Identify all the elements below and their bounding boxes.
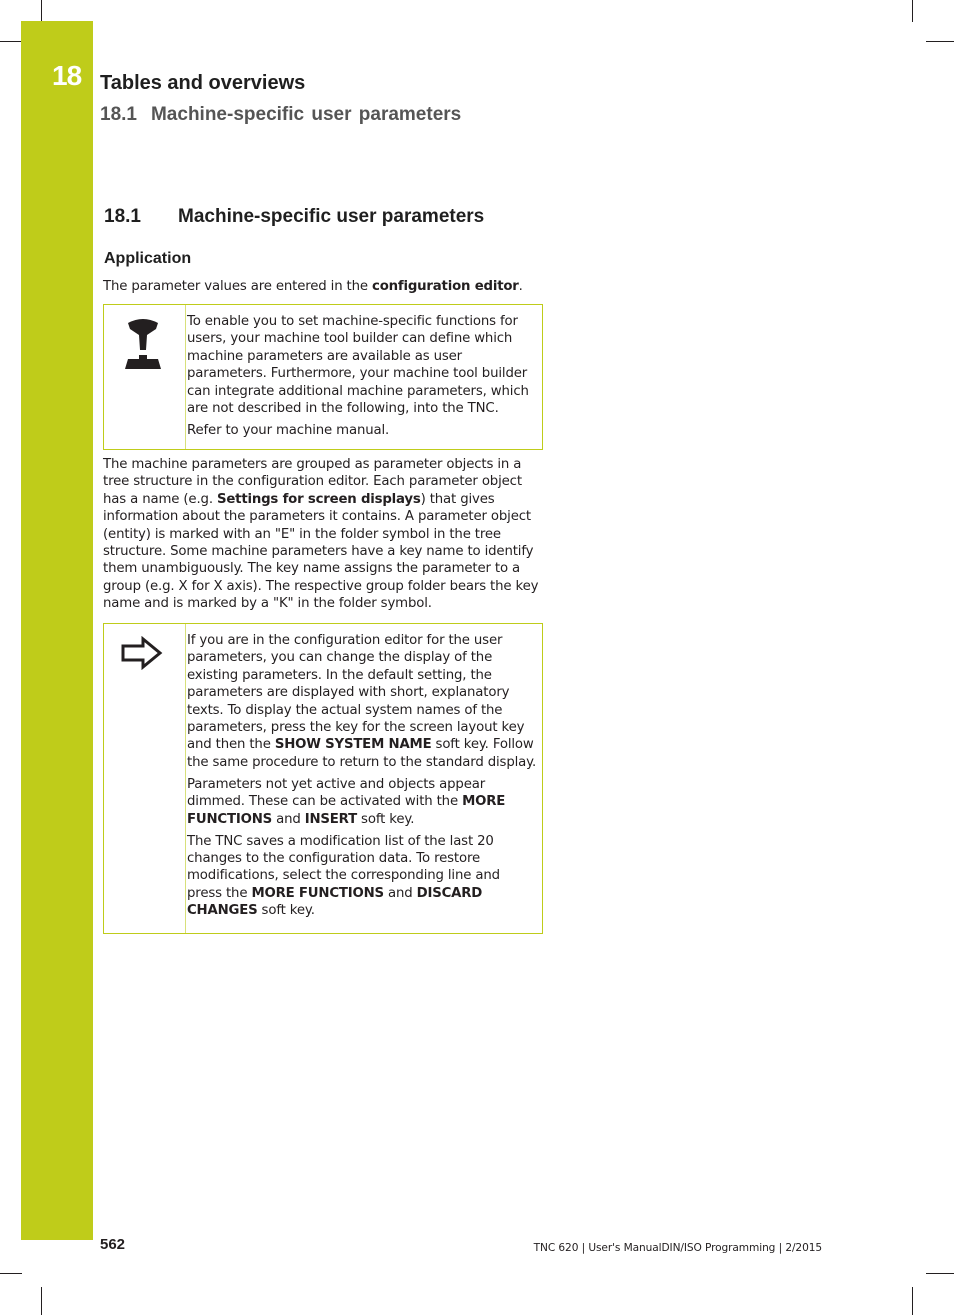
running-header-section-number: 18.1: [100, 104, 137, 125]
tip-note-paragraph: Parameters not yet active and objects appear dimmed. These can be activated with the MORE FUNCTIONS and INSERT soft key.: [187, 776, 506, 827]
crop-mark: [41, 0, 42, 22]
crop-mark: [912, 1287, 913, 1315]
chapter-tab-bar: [21, 21, 93, 1240]
crop-mark: [912, 0, 913, 22]
section-title: Machine-specific user parameters: [178, 206, 485, 227]
crop-mark: [0, 1273, 22, 1274]
running-header-section-title: Machine-specific user parameters: [150, 104, 462, 125]
tip-note-paragraph: If you are in the configuration editor for the user parameters, you can change the display of the existing parameters. In the default setting, the parameters are displayed with short, explanatory texts. To display the actual system names of the parameters, press the key for the screen layout key and then the SHOW SYSTEM NAME soft key. Follow the same procedure to return to the standard display.: [187, 633, 537, 770]
page-number: 562: [100, 1236, 126, 1253]
crop-mark: [0, 41, 22, 42]
running-header-subtitle: [100, 104, 461, 126]
arrow-right-icon: [120, 636, 164, 674]
machine-note-box: [103, 304, 543, 450]
machine-manual-icon: [120, 317, 166, 373]
running-header-title: Tables and overviews: [100, 72, 306, 94]
machine-note-paragraph: To enable you to set machine-specific functions for users, your machine tool builder can define which machine parameters are available as user parameters. Furthermore, your machine tool builder can integrate additional machine parameters, which are not described in the following, into the TNC.: [187, 314, 529, 417]
machine-note-text: [187, 313, 537, 444]
body-paragraph: The machine parameters are grouped as parameter objects in a tree structure in the configuration editor. Each parameter object has a name (e.g. Settings for screen displays) that gives information about the parameters it contains. A parameter object (entity) is marked with an "E" in the folder symbol in the tree structure. Some machine parameters have a key name to identify them unambiguously. The key name assigns the parameter to a group (e.g. X for X axis). The respective group folder bears the key name and is marked by a "K" in the folder symbol.: [103, 457, 539, 612]
tip-note-paragraph: The TNC saves a modification list of the last 20 changes to the configuration data. To restore modifications, select the corresponding line and press the MORE FUNCTIONS and DISCARD CHANGES soft key.: [187, 833, 500, 919]
crop-mark: [926, 1273, 954, 1274]
section-heading: [104, 206, 484, 228]
tip-note-text: [187, 632, 537, 924]
crop-mark: [926, 41, 954, 42]
machine-note-paragraph: Refer to your machine manual.: [187, 423, 390, 439]
chapter-number: 18: [52, 60, 82, 91]
crop-mark: [41, 1287, 42, 1315]
tip-note-box: [103, 623, 543, 934]
footer-text: TNC 620 | User's ManualDIN/ISO Programming | 2/2015: [533, 1242, 822, 1254]
section-number: 18.1: [104, 206, 141, 227]
application-intro: The parameter values are entered in the configuration editor.: [103, 279, 523, 294]
application-heading: Application: [104, 250, 192, 267]
